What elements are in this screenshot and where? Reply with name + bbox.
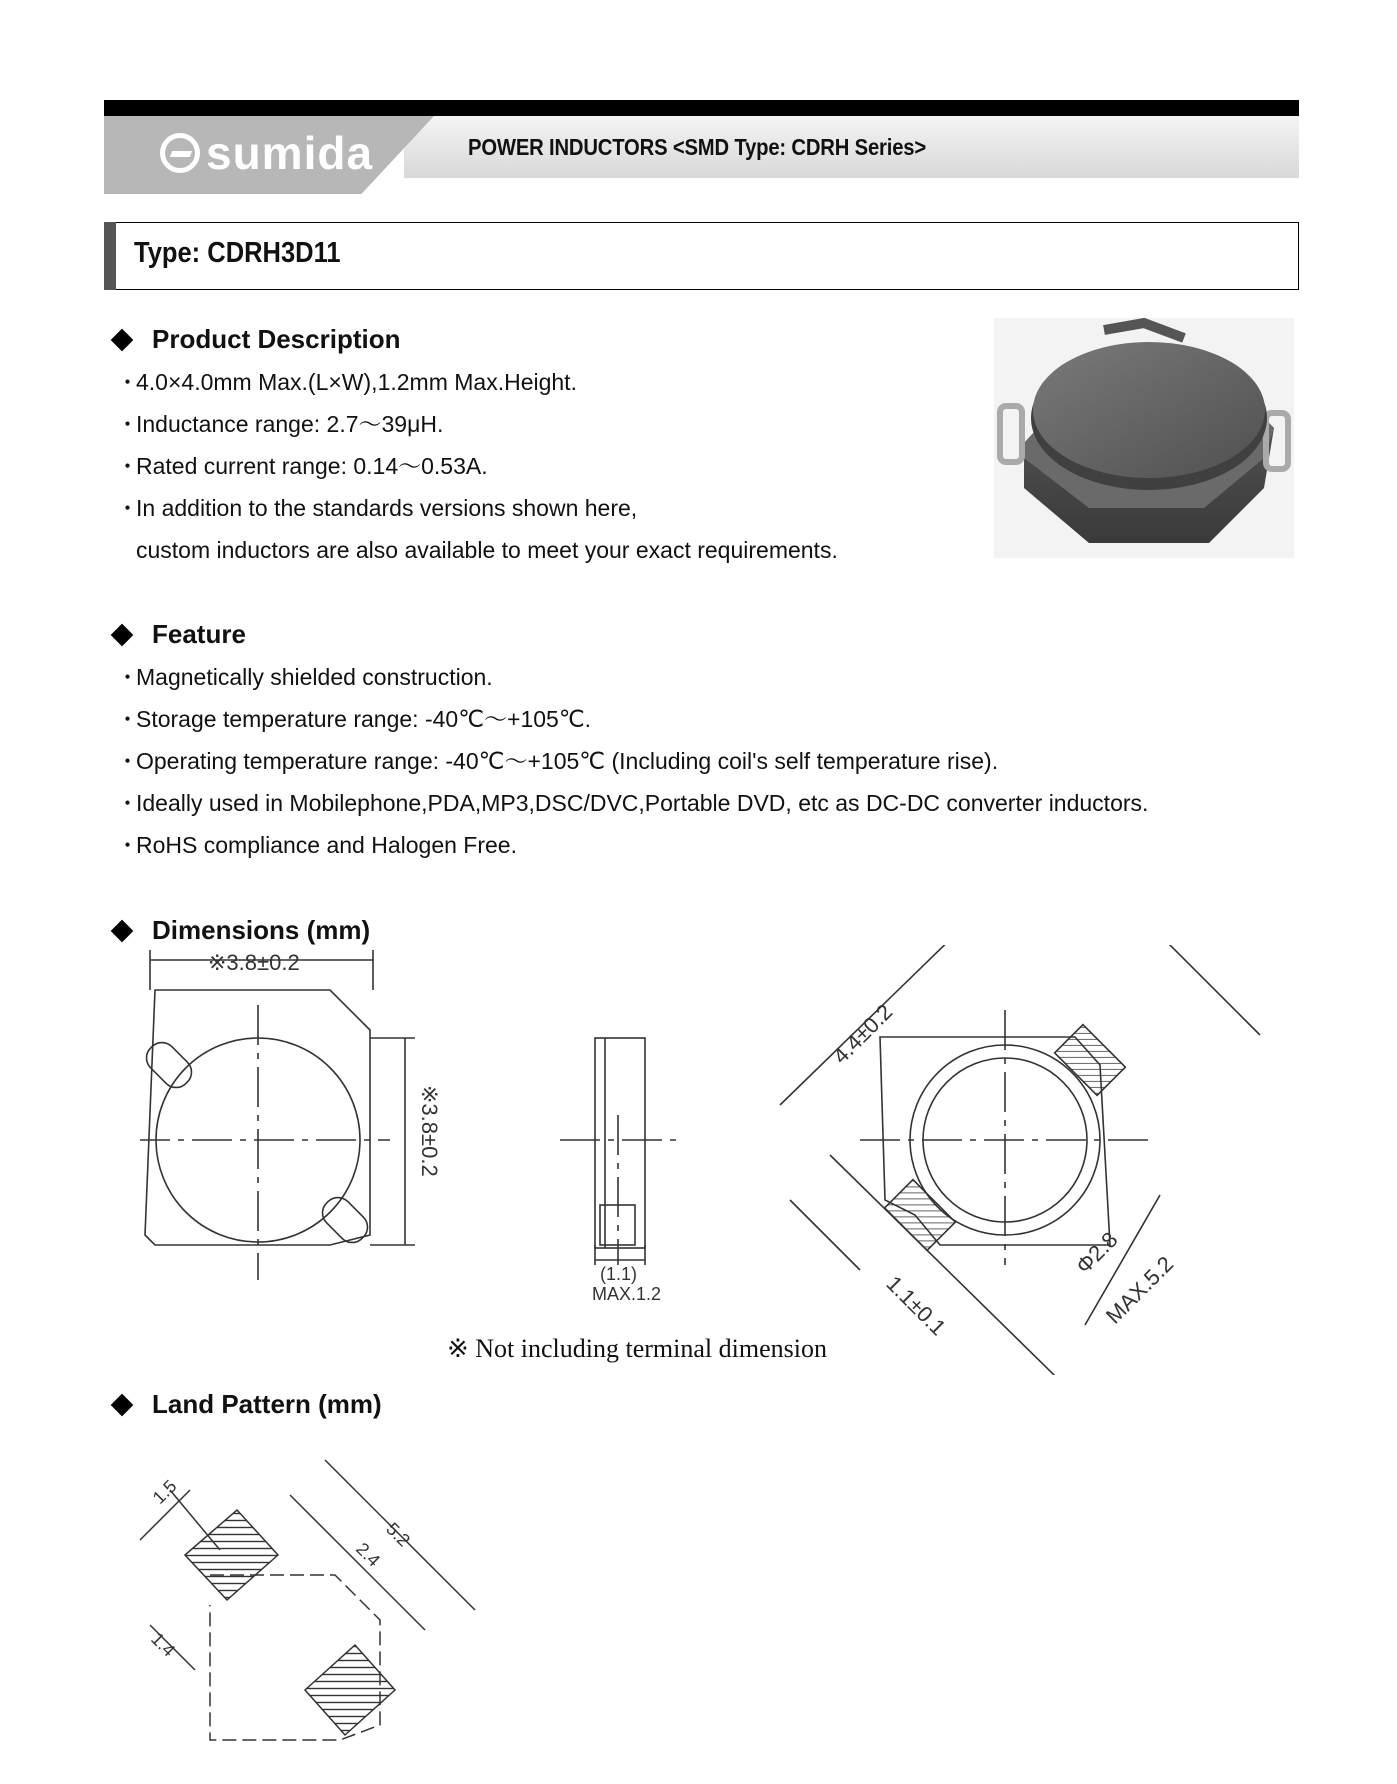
- dim-label-terminal: 1.1±0.1: [881, 1270, 951, 1341]
- dim-label-diameter: Φ2.8: [1070, 1226, 1123, 1279]
- dim-label-side-inner: (1.1): [600, 1264, 638, 1284]
- list-item: ・ Inductance range: 2.7～39μH.: [116, 411, 444, 437]
- section-title: Dimensions (mm): [152, 915, 371, 945]
- dim-label-side-height: ※3.8±0.2: [417, 1085, 442, 1177]
- land-label-c: 2.4: [352, 1538, 385, 1571]
- list-item: ・ RoHS compliance and Halogen Free.: [116, 832, 517, 858]
- diamond-bullet-icon: [111, 1393, 134, 1416]
- section-title: Product Description: [152, 324, 401, 354]
- sumida-logo-icon: [160, 133, 200, 173]
- list-item: ・ Magnetically shielded construction.: [116, 664, 493, 690]
- land-label-a: 1.5: [148, 1475, 181, 1508]
- land-pattern-heading: [108, 1389, 382, 1420]
- logo-text: sumida: [206, 127, 374, 179]
- header-title: POWER INDUCTORS <SMD Type: CDRH Series>: [468, 134, 926, 160]
- land-label-b: 5.2: [382, 1518, 415, 1551]
- land-label-d: 1.4: [147, 1628, 180, 1661]
- dimensions-note: ※ Not including terminal dimension: [447, 1334, 827, 1363]
- section-title: Land Pattern (mm): [152, 1389, 382, 1419]
- dimensions-drawing: [140, 945, 1270, 1375]
- diamond-bullet-icon: [111, 328, 134, 351]
- product-photo: [994, 318, 1294, 558]
- diamond-bullet-icon: [111, 623, 134, 646]
- section-title: Feature: [152, 619, 246, 649]
- type-box-accent: [104, 222, 116, 290]
- type-label: Type: CDRH3D11: [134, 237, 341, 269]
- list-item: ・ 4.0×4.0mm Max.(L×W),1.2mm Max.Height.: [116, 369, 577, 395]
- sumida-logo: [160, 125, 373, 181]
- header-top-line: [104, 100, 1299, 116]
- dimensions-heading: [108, 915, 370, 946]
- dim-label-diag-width: 4.4±0.2: [827, 999, 898, 1069]
- list-item: ・ Storage temperature range: -40℃～+105℃.: [116, 706, 592, 732]
- side-view-outline: [595, 1038, 645, 1248]
- dim-label-top-width: ※3.8±0.2: [208, 950, 300, 975]
- feature-heading: [108, 619, 246, 650]
- product-description-heading: [108, 324, 400, 355]
- list-item: ・ Ideally used in Mobilephone,PDA,MP3,DSC/DVC,Portable DVD, etc as DC-DC converter inductors.: [116, 790, 1149, 816]
- diamond-bullet-icon: [111, 919, 134, 942]
- list-item: ・ Rated current range: 0.14～0.53A.: [116, 453, 488, 479]
- list-item: ・ In addition to the standards versions shown here, custom inductors are also available to meet your exact requirements.: [116, 495, 838, 563]
- list-item: ・ Operating temperature range: -40℃～+105℃ (Including coil's self temperature rise).: [116, 748, 999, 774]
- land-pattern-drawing: [130, 1440, 490, 1760]
- dim-label-max-diag: MAX.5.2: [1100, 1251, 1179, 1329]
- dim-label-side-max: MAX.1.2: [592, 1284, 662, 1304]
- feature-list: [108, 656, 1148, 866]
- product-description-list: [108, 361, 838, 571]
